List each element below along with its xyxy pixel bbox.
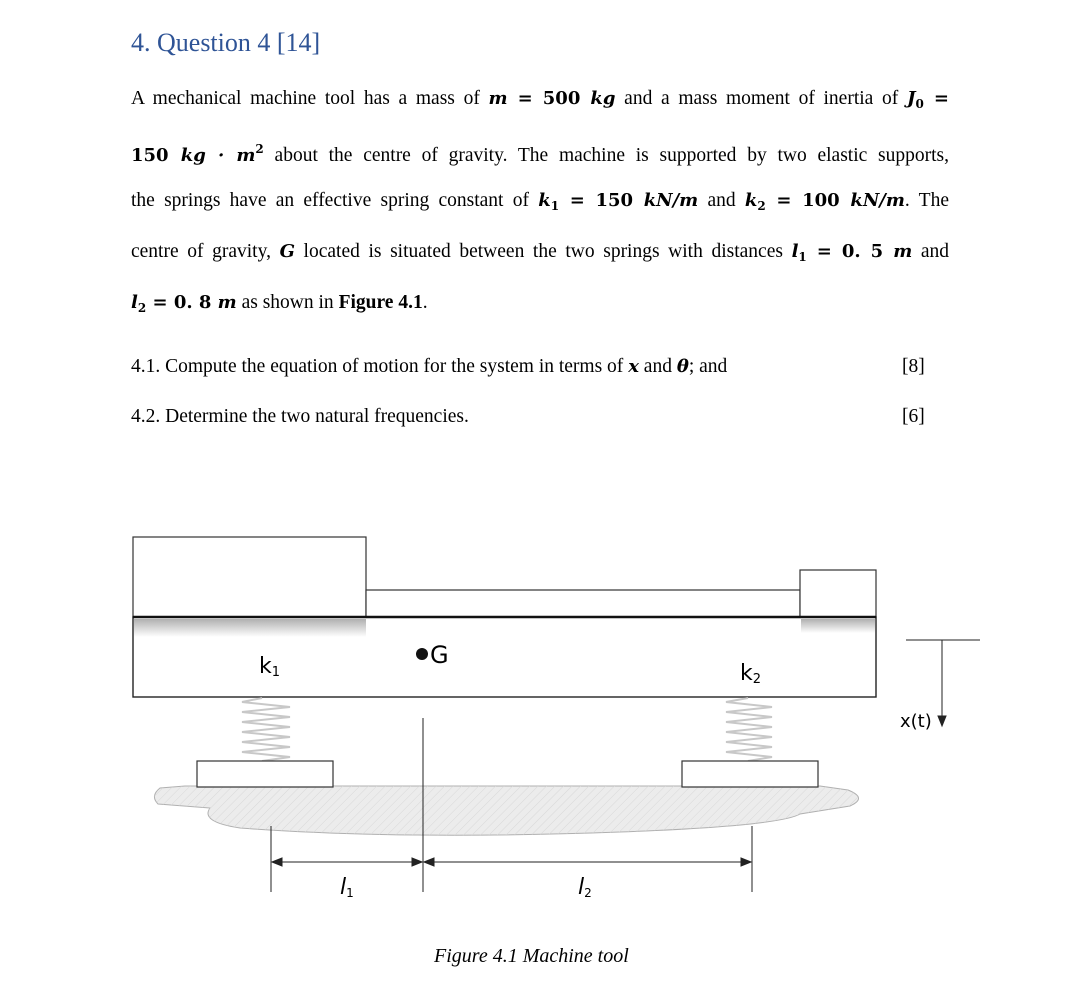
spring-k2 [726,698,772,761]
para-line-2: 150 kg · $m^2$ about the centre of gravity. The machine is supported by two elastic supports, [131,142,950,166]
para-line-5: $l_2 = 0$. 8 m as shown in Figure 4.1. [131,292,428,315]
displacement-label: x(t) [900,711,932,732]
para-line-3: the springs have an effective spring constant of $k_1 = 150$ kN/m and $k_2 = 100$ kN/m. The [131,190,949,213]
figure-caption: Figure 4.1 Machine tool [434,945,629,967]
spring-base-k2 [682,761,818,787]
para-line-1: A mechanical machine tool has a mass of m = 500 kg and a mass moment of inertia of $J_0$ = [131,88,949,111]
task-4-2-marks: [6] [902,406,925,427]
machine-rail [366,590,800,617]
machine-head-block [133,537,366,617]
para-line-4: centre of gravity, G located is situated between the two springs with distances $l_1 = 0$. 5 m and [131,241,950,264]
spring-k1 [242,698,290,761]
task-4-1: 4.1. Compute the equation of motion for the system in terms of x and θ; and [131,356,728,377]
machine-tail-block [800,570,876,617]
dimension-l1 [272,858,422,866]
question-heading: 4. Question 4 [14] [131,28,321,57]
task-4-1-marks: [8] [902,356,925,377]
cg-dot [416,648,428,660]
task-4-2: 4.2. Determine the two natural frequencies. [131,406,469,427]
spring-k1-label: k1 [259,654,281,680]
dimension-l1-label: l1 [340,875,354,900]
spring-k2-label: k2 [740,661,762,687]
spring-base-k1 [197,761,333,787]
dimension-l2-label: l2 [578,875,592,900]
cg-label: G [430,641,449,669]
dimension-l2 [424,858,751,866]
